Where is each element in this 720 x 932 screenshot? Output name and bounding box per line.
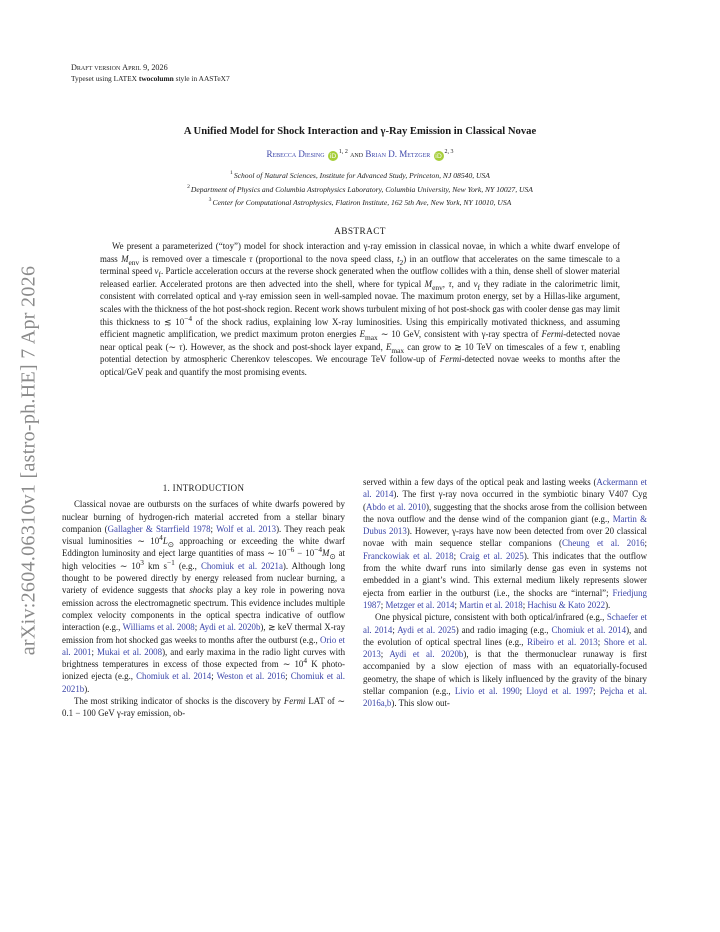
section-heading: 1. INTRODUCTION [162, 483, 245, 493]
author-affil: 2, 3 [444, 149, 454, 155]
author-connector: and [350, 149, 364, 159]
typeset-suffix: style in AASTeX7 [173, 74, 230, 83]
affiliation: $^1$School of Natural Sciences, Institute for Advanced Study, Princeton, NJ 08540, USA [230, 170, 490, 180]
body-paragraph: The most striking indicator of shocks is the discovery by Fermi LAT of ∼ 0.1 − 100 GeV γ-ray emission, ob- [62, 696, 345, 719]
draft-date: April 9, 2026 [122, 63, 168, 72]
typeset-style: twocolumn [138, 74, 174, 83]
draft-header [71, 62, 230, 84]
typeset-tex: LATEX [113, 74, 137, 83]
body-paragraph: Classical novae are outbursts on the surfaces of white dwarfs powered by nuclear burning of hydrogen-rich material accreted from a stellar binary companion (Gallagher & Starrfield 1978; Wolf et al. 2013). They reach peak visual luminosities ∼ $10^4L_⊙$ approaching or exceeding the white dwarf Eddington luminosity and eject large quantities of mass ∼ $10^{-6} - 10^{-4}M_⊙$ at high velocities ∼ $10^3$ km $s^{-1}$ (e.g., Chomiuk et al. 2021a). Although long thought to be powered directly by energy released from nuclear burning, a variety of evidence suggests that shocks play a key role in powering nova emission across the electromagnetic spectrum. This evidence includes multiple complex velocity components in the optical spectra indicative of outflow interaction (e.g., Williams et al. 2008; Aydi et al. 2020b), ≳ keV thermal X-ray emission from hot shocked gas weeks to months after the outburst (e.g., Orio et al. 2001; Mukai et al. 2008), and early maxima in the radio light curves with brightness temperatures in excess of those expected from ∼ $10^4$ K photo-ionized ejecta (e.g., Chomiuk et al. 2014; Weston et al. 2016; Chomiuk et al. 2021b). [62, 499, 346, 694]
abstract-text: We present a parameterized (“toy”) model for shock interaction and γ-ray emission in classical novae, in which a white dwarf envelope of mass $M_{env}$ is removed over a timescale τ (proportional to the nova speed class, $t_2$) in an outflow that accelerates on the same timescale to a terminal speed $v_f$. Particle acceleration occurs at the reverse shock generated when the outflow collides with a thin, dense shell of slower material released earlier. Accelerated protons are then advected into the shell, where for typical $M_{env}$, τ, and $v_f$ they radiate in the calorimetric limit, consistent with correlated optical and γ-ray emission seen in well-sampled novae. The maximum proton energy, set by a Hillas-like argument, scales with the thickness of the hot post-shock region. Recent work shows turbulent mixing of hot post-shock gas with cooler dense gas may limit this thickness to ≲ $10^{-4}$ of the shock radius, explaining low X-ray luminosities. Using this empirically motivated thickness, and assuming efficient magnetic amplification, we predict maximum proton energies $E_{max}$ ∼ 10 GeV, consistent with γ-ray spectra of Fermi-detected novae near optical peak (∼ τ). However, as the shock and post-shock layer expand, $E_{max}$ can grow to ≳ 10 TeV on timescales of a few τ, enabling potential detection by atmospheric Cherenkov telescopes. We encourage TeV follow-up of Fermi-detected novae weeks to months after the optical/GeV peak and quantify the most promising events. [100, 241, 621, 377]
arxiv-identifier: arXiv:2604.06310v1 [astro-ph.HE] 7 Apr 2026 [17, 265, 40, 655]
author-list [70, 149, 650, 161]
body-paragraph: served within a few days of the optical peak and lasting weeks (Ackermann et al. 2014). The first γ-ray nova occurred in the symbiotic binary V407 Cyg (Abdo et al. 2010), suggesting that the shocks arose from the collision between the nova outflow and the dense wind of the companion giant (e.g., Martin & Dubus 2013). However, γ-rays have now been detected from over 20 classical novae with main sequence stellar companions (Cheung et al. 2016; Franckowiak et al. 2018; Craig et al. 2025). This indicates that the outflow from the white dwarf runs into similarly dense gas even in systems not embedded in a giant’s wind. This external medium likely represents slower ejecta from earlier in the outburst (i.e., the shocks are “internal”; Friedjung 1987; Metzger et al. 2014; Martin et al. 2018; Hachisu & Kato 2022). [363, 477, 648, 610]
affiliation: $^3$Center for Computational Astrophysics, Flatiron Institute, 162 5th Ave, New York, NY 10010, USA [208, 197, 512, 207]
affiliation-list [70, 169, 650, 210]
author-affil: 1, 2 [338, 149, 348, 155]
author-name[interactable]: Rebecca Diesing [266, 149, 325, 159]
right-column [363, 476, 647, 710]
author-name[interactable]: Brian D. Metzger [365, 149, 431, 159]
abstract-heading: ABSTRACT [334, 227, 386, 237]
paper-title: A Unified Model for Shock Interaction and γ-Ray Emission in Classical Novae [183, 126, 537, 137]
draft-label: Draft version [71, 63, 121, 72]
body-paragraph: One physical picture, consistent with both optical/infrared (e.g., Schaefer et al. 2014; Aydi et al. 2025) and radio imaging (e.g., Chomiuk et al. 2014), and the evolution of optical spectral lines (e.g., Ribeiro et al. 2013; Shore et al. 2013; Aydi et al. 2020b), is that the thermonuclear runaway is first accompanied by a slow ejection of mass with an equatorially-focused geometry, the shape of which is likely influenced by the gravity of the binary stellar companion (e.g., Livio et al. 1990; Lloyd et al. 1997; Pejcha et al. 2016a,b). This slow out- [363, 612, 648, 709]
arxiv-sidebar [9, 200, 49, 720]
orcid-icon[interactable]: iD [329, 152, 337, 160]
typeset-prefix: Typeset using [71, 74, 114, 83]
left-column [62, 478, 345, 720]
affiliation: $^2$Department of Physics and Columbia Astrophysics Laboratory, Columbia University, New York, NY 10027, USA [187, 183, 533, 194]
orcid-icon[interactable]: iD [435, 152, 442, 160]
